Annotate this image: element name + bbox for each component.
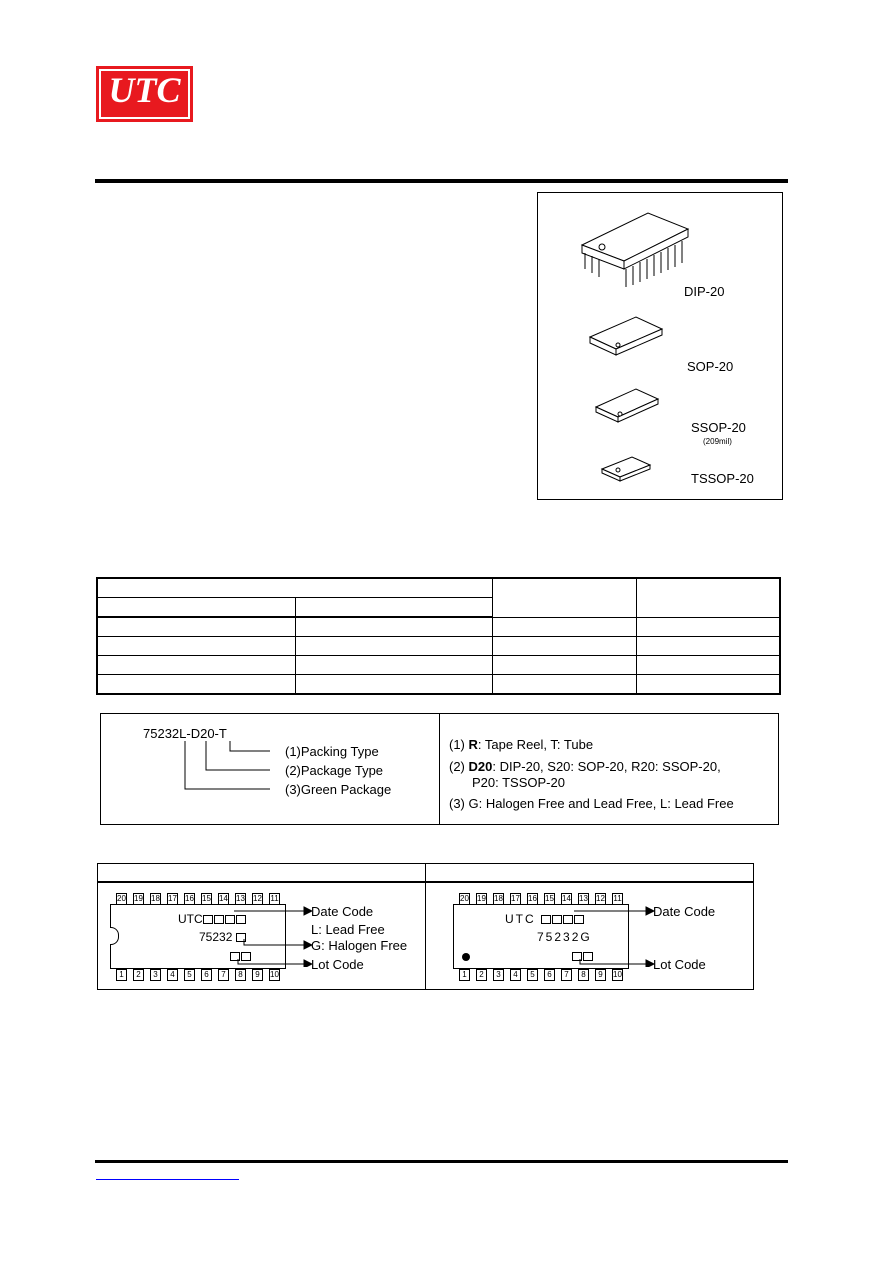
table-cell [295,637,493,656]
sop-bottom-pin: 8 [578,969,589,981]
sop-top-pin: 18 [494,894,503,903]
part-number-code: 75232L-D20-T [143,726,227,741]
table-cell [295,617,493,637]
sop-top-pin: 12 [596,894,605,903]
table-row [97,578,780,598]
table-cell [636,656,780,675]
dip-bottom-pin: 2 [133,969,144,981]
sop-bottom-pin: 2 [476,969,487,981]
dip-20-icon [582,213,688,287]
table-row [97,656,780,675]
table-cell [493,637,636,656]
dip-top-pin: 16 [185,894,194,903]
sop-top-pin: 17 [511,894,520,903]
note-text: : DIP-20, S20: SOP-20, R20: SSOP-20, [492,759,721,774]
package-label-dip: DIP-20 [684,284,725,299]
table-cell [295,598,493,618]
tssop-20-icon [602,457,650,481]
legend-packing-type: (1)Packing Type [285,744,379,759]
table-cell [97,598,295,618]
dip-bottom-pin: 4 [167,969,178,981]
table-cell [97,675,295,695]
table-cell [295,656,493,675]
dip-bottom-pin: 1 [116,969,127,981]
dip-top-pin: 18 [151,894,160,903]
table-cell [636,637,780,656]
table-row [97,617,780,637]
package-label-tssop: TSSOP-20 [691,471,754,486]
table-cell [295,675,493,695]
sop-bottom-pin: 7 [561,969,572,981]
dip-top-pin: 19 [134,894,143,903]
note-num: (1) [449,737,469,752]
table-cell [97,656,295,675]
note-num: (2) [449,759,469,774]
table-cell [636,578,780,617]
note-package-cont: P20: TSSOP-20 [472,775,565,790]
package-drawings [538,193,784,501]
table-cell [493,675,636,695]
sop-bottom-pin: 1 [459,969,470,981]
table-cell [636,617,780,637]
dip-label-lot-code: Lot Code [311,957,364,972]
package-label-sop: SOP-20 [687,359,734,374]
utc-logo [96,66,193,122]
dip-bottom-pin: 10 [270,970,279,979]
table-cell [97,617,295,637]
dip-top-pin: 11 [270,894,279,903]
sop-top-pin: 20 [460,894,469,903]
notch-icon [110,927,119,945]
sop-leaders [572,903,656,967]
legend-green-package: (3)Green Package [285,782,392,797]
dip-label-lead-free: L: Lead Free [311,922,385,937]
note-key: D20 [468,759,493,774]
sop-top-pin: 11 [613,894,622,903]
part-number-divider [439,713,440,825]
note-package [449,759,721,775]
note-text: G: Halogen Free and Lead Free, L: Lead Free [468,796,734,811]
table-cell [636,675,780,695]
dip-label-halogen-free: G: Halogen Free [311,938,408,953]
table-cell [493,578,636,617]
sop-bottom-pin: 10 [613,970,622,979]
note-text: : Tape Reel, T: Tube [477,737,594,752]
sop-top-pin: 13 [579,894,588,903]
table-cell [97,578,493,598]
sop-bottom-pin: 5 [527,969,538,981]
table-cell [493,656,636,675]
package-illustrations [537,192,783,500]
package-label-ssop: SSOP-20 [691,420,746,435]
mark-part: 75232 [199,930,233,944]
marking-divider [425,863,426,990]
dip-bottom-pin: 8 [235,969,246,981]
dip-bottom-pin: 7 [218,969,229,981]
sop-top-pin: 14 [562,894,571,903]
package-sub-ssop: (209mil) [703,437,732,446]
sop-bottom-pin: 6 [544,969,555,981]
sop-bottom-pin: 9 [595,969,606,981]
dip-top-pin: 13 [236,894,245,903]
sop-20-icon [590,317,662,355]
sop-top-pin: 16 [528,894,537,903]
dip-top-pin: 12 [253,894,262,903]
dip-bottom-pin: 3 [150,969,161,981]
table-cell [493,617,636,637]
dip-top-pin: 20 [117,894,126,903]
header-rule [95,179,788,183]
dip-top-pin: 17 [168,894,177,903]
dip-label-date-code: Date Code [311,904,374,919]
dip-leaders [230,903,312,967]
part-number-leaders [140,738,290,798]
table-row [97,637,780,656]
dip-bottom-pin: 6 [201,969,212,981]
sop-top-pin: 19 [477,894,486,903]
sop-bottom-pin: 3 [493,969,504,981]
mark-utc: UTC [178,912,203,926]
sop-top-pin: 15 [545,894,554,903]
legend-package-type: (2)Package Type [285,763,384,778]
dip-bottom-pin: 5 [184,969,195,981]
table-row [97,675,780,695]
table-cell [97,637,295,656]
sop-bottom-pin: 4 [510,969,521,981]
pin1-dot-icon [462,953,470,961]
sop-label-date-code: Date Code [653,904,716,919]
logo-text: UTC [108,70,181,110]
note-num: (3) [449,796,469,811]
note-packing [449,737,593,753]
dip-top-pin: 14 [219,894,228,903]
footer-link-underline [96,1165,239,1180]
dip-bottom-pin: 9 [252,969,263,981]
sop-label-lot-code: Lot Code [653,957,706,972]
mark-utc: UTC [505,912,536,926]
ssop-20-icon [596,389,658,422]
sop-mark-line2: 75232G [537,930,592,944]
footer-rule [95,1160,788,1163]
ordering-table [96,577,781,695]
note-key: R [468,737,478,752]
dip-top-pin: 15 [202,894,211,903]
note-green [449,796,734,812]
